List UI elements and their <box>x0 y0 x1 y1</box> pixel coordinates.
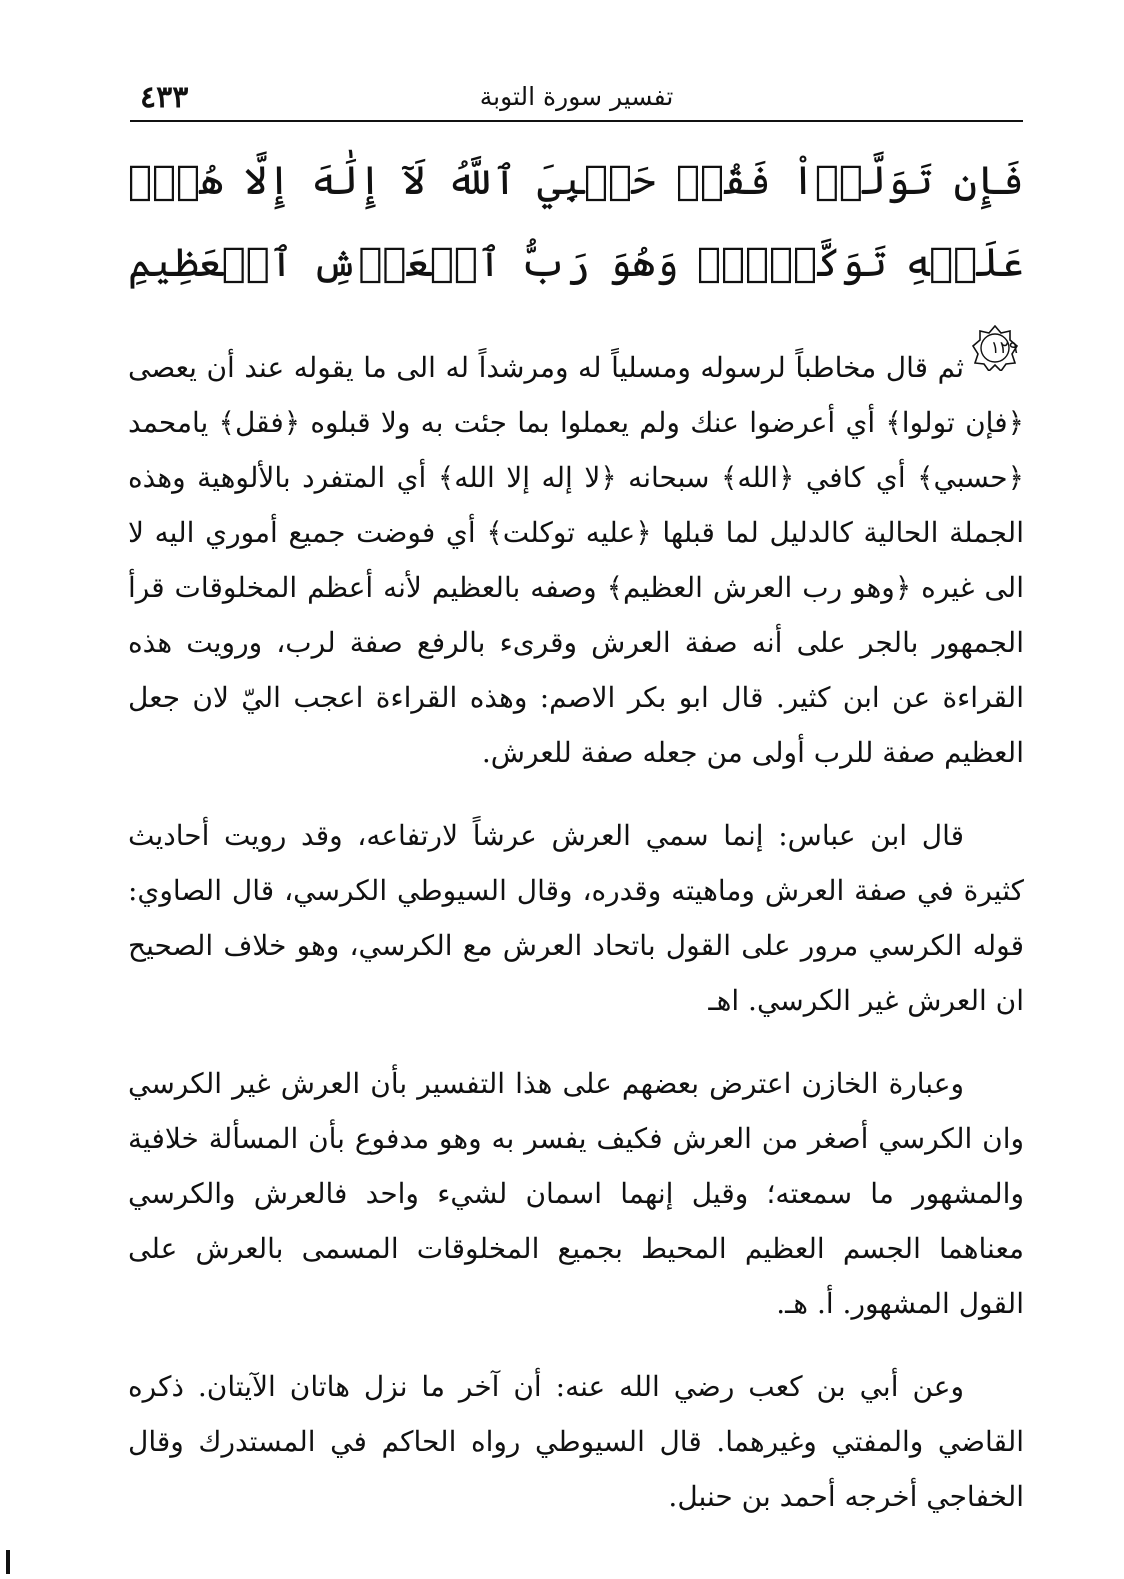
commentary-paragraph: قال ابن عباس: إنما سمي العرش عرشاً لارتفاعه، وقد رويت أحاديث كثيرة في صفة العرش وماهيته وقدره، وقال السيوطي الكرسي، قال الصاوي: قوله الكرسي مرور على القول باتحاد العرش مع الكرسي، وهو خلاف الصحيح ان العرش غير الكرسي. اهـ <box>128 819 1024 1017</box>
header-divider <box>130 120 1023 122</box>
commentary-body <box>128 340 1024 1552</box>
page-number: ٤٣٣ <box>140 80 189 115</box>
verse-text: فَإِن تَوَلَّوۡاْ فَقُلۡ حَسۡبِيَ ٱللَّهُ لَآ إِلَٰهَ إِلَّا هُوَۖ عَلَيۡهِ تَوَكَّلۡتُۖ وَهُوَ رَبُّ ٱلۡعَرۡشِ ٱلۡعَظِيمِ <box>128 158 1025 286</box>
commentary-paragraph: وعبارة الخازن اعترض بعضهم على هذا التفسير بأن العرش غير الكرسي وان الكرسي أصغر من العرش فكيف يفسر به وهو مدفوع بأن المسألة خلافية والمشهور ما سمعته؛ وقيل إنهما اسمان لشيء واحد فالعرش والكرسي معناهما الجسم العظيم المحيط بجميع المخلوقات المسمى بالعرش على القول المشهور. أ. هـ. <box>128 1067 1024 1320</box>
scan-edge-mark <box>6 1550 10 1574</box>
commentary-paragraph: ثم قال مخاطباً لرسوله ومسلياً له ومرشداً له الى ما يقوله عند أن يعصى ﴿فإن تولوا﴾ أي أعرضوا عنك ولم يعملوا بما جئت به ولا قبلوه ﴿فقل﴾ يامحمد ﴿حسبي﴾ أي كافي ﴿الله﴾ سبحانه ﴿لا إله إلا الله﴾ أي المتفرد بالألوهية وهذه الجملة الحالية كالدليل لما قبلها ﴿عليه توكلت﴾ أي فوضت جميع أموري اليه لا الى غيره ﴿وهو رب العرش العظيم﴾ وصفه بالعظيم لأنه أعظم المخلوقات قرأ الجمهور بالجر على أنه صفة العرش وقرىء بالرفع صفة لرب، ورويت هذه القراءة عن ابن كثير. قال ابو بكر الاصم: وهذه القراءة اعجب اليّ لان جعل العظيم صفة للرب أولى من جعله صفة للعرش. <box>128 351 1024 769</box>
page-header <box>130 78 1023 122</box>
commentary-paragraph: وعن أبي بن كعب رضي الله عنه: أن آخر ما نزل هاتان الآيتان. ذكره القاضي والمفتي وغيرهما. قال السيوطي رواه الحاكم في المستدرك وقال الخفاجي أخرجه أحمد بن حنبل. <box>128 1370 1024 1513</box>
running-title: تفسير سورة التوبة <box>479 82 674 111</box>
ayah-number: ١٢٩ <box>990 338 1018 358</box>
